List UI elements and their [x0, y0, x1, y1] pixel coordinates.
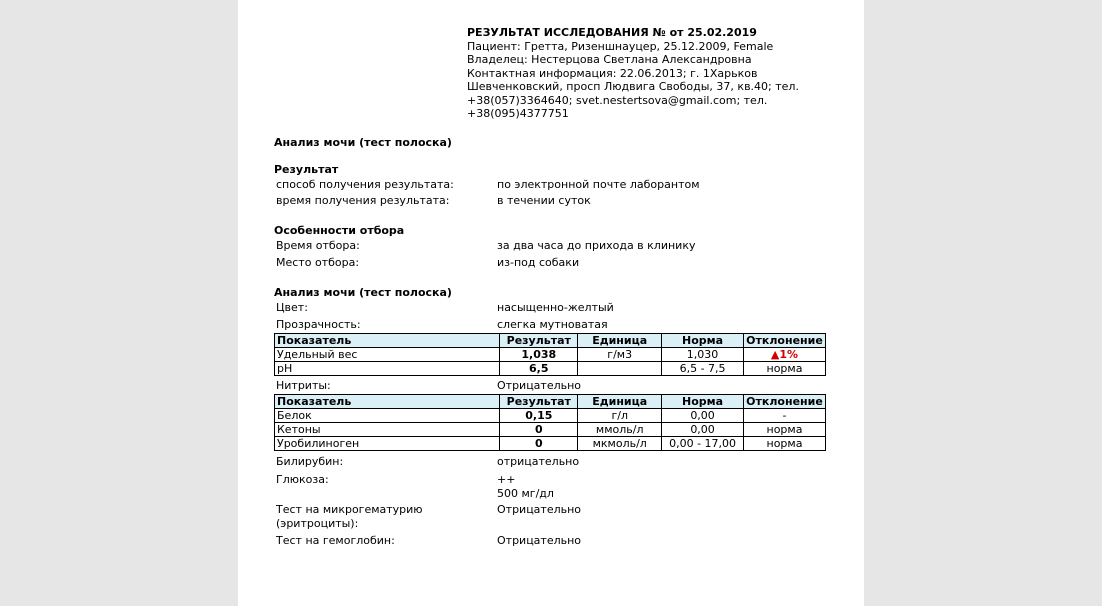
color-label: Цвет:: [276, 301, 308, 314]
indicator-deviation: ▲1%: [743, 348, 825, 362]
bilirubin-label: Билирубин:: [276, 455, 344, 468]
urine-section-title: Анализ мочи (тест полоска): [274, 286, 452, 299]
table-row: [275, 362, 826, 376]
indicator-unit: г/м3: [578, 348, 662, 362]
analysis-title: Анализ мочи (тест полоска): [274, 136, 452, 149]
report-title: РЕЗУЛЬТАТ ИССЛЕДОВАНИЯ № от 25.02.2019: [467, 26, 757, 39]
result-time-value: в течении суток: [497, 194, 591, 207]
patient-line: Пациент: Гретта, Ризеншнауцер, 25.12.2009, Female: [467, 39, 774, 53]
indicator-name: Уробилиноген: [275, 437, 500, 451]
color-value: насыщенно-желтый: [497, 301, 614, 314]
sampling-time-value: за два часа до прихода в клинику: [497, 239, 696, 252]
indicator-name: Кетоны: [275, 423, 500, 437]
glucose-label: Глюкоза:: [276, 473, 329, 486]
hemoglobin-label: Тест на гемоглобин:: [276, 534, 395, 547]
report-header: [467, 26, 827, 121]
contact-line-2: Шевченковский, просп Людвига Свободы, 37, кв.40; тел.: [467, 80, 799, 93]
indicator-unit: г/л: [578, 409, 662, 423]
table-row: [275, 348, 826, 362]
col-norm: Норма: [662, 395, 744, 409]
indicator-deviation: норма: [743, 362, 825, 376]
nitrites-label: Нитриты:: [276, 379, 331, 392]
col-result: Результат: [500, 395, 578, 409]
col-result: Результат: [500, 334, 578, 348]
sampling-section-title: Особенности отбора: [274, 224, 405, 237]
sampling-place-label: Место отбора:: [276, 256, 360, 269]
microhematuria-label-2: (эритроциты):: [276, 517, 359, 530]
col-norm: Норма: [662, 334, 744, 348]
indicator-result: 0: [500, 423, 578, 437]
indicator-result: 6,5: [500, 362, 578, 376]
bilirubin-value: отрицательно: [497, 455, 580, 468]
col-unit: Единица: [578, 334, 662, 348]
contact-line-3: +38(057)3364640; svet.nestertsova@gmail.com; тел.: [467, 93, 768, 107]
hemoglobin-value: Отрицательно: [497, 534, 582, 547]
indicator-deviation: норма: [743, 423, 825, 437]
indicator-name: Белок: [275, 409, 500, 423]
indicator-norm: 0,00: [662, 409, 744, 423]
glucose-value-2: 500 мг/дл: [497, 487, 554, 500]
col-indicator: Показатель: [275, 395, 500, 409]
indicator-deviation: -: [743, 409, 825, 423]
contact-line-4: +38(095)4377751: [467, 107, 569, 120]
col-indicator: Показатель: [275, 334, 500, 348]
indicator-result: 0: [500, 437, 578, 451]
indicator-name: Удельный вес: [275, 348, 500, 362]
col-deviation: Отклонение: [743, 395, 825, 409]
indicator-result: 1,038: [500, 348, 578, 362]
indicator-unit: ммоль/л: [578, 423, 662, 437]
clarity-value: слегка мутноватая: [497, 318, 608, 331]
indicators-table-1: [274, 333, 826, 376]
indicator-norm: 1,030: [662, 348, 744, 362]
table-header-row: [275, 334, 826, 348]
indicator-deviation: норма: [743, 437, 825, 451]
clarity-label: Прозрачность:: [276, 318, 361, 331]
result-method-label: способ получения результата:: [276, 178, 454, 191]
table-row: [275, 423, 826, 437]
indicator-norm: 0,00 - 17,00: [662, 437, 744, 451]
indicator-norm: 6,5 - 7,5: [662, 362, 744, 376]
table-row: [275, 437, 826, 451]
owner-line: Владелец: Нестерцова Светлана Александровна: [467, 53, 752, 66]
sampling-place-value: из-под собаки: [497, 256, 580, 269]
result-time-label: время получения результата:: [276, 194, 450, 207]
indicator-unit: [578, 362, 662, 376]
result-section-title: Результат: [274, 163, 339, 176]
result-method-value: по электронной почте лаборантом: [497, 178, 700, 191]
indicators-table-2: [274, 394, 826, 451]
microhematuria-label-1: Тест на микрогематурию: [276, 503, 423, 516]
document-page: [238, 0, 864, 606]
indicator-unit: мкмоль/л: [578, 437, 662, 451]
col-deviation: Отклонение: [743, 334, 825, 348]
indicator-result: 0,15: [500, 409, 578, 423]
glucose-value-1: ++: [497, 473, 516, 486]
indicator-norm: 0,00: [662, 423, 744, 437]
contact-line-1: Контактная информация: 22.06.2013; г. 1Харьков: [467, 66, 758, 80]
microhematuria-value: Отрицательно: [497, 503, 582, 516]
indicator-name: pH: [275, 362, 500, 376]
col-unit: Единица: [578, 395, 662, 409]
table-header-row: [275, 395, 826, 409]
sampling-time-label: Время отбора:: [276, 239, 360, 252]
table-row: [275, 409, 826, 423]
nitrites-value: Отрицательно: [497, 379, 582, 392]
